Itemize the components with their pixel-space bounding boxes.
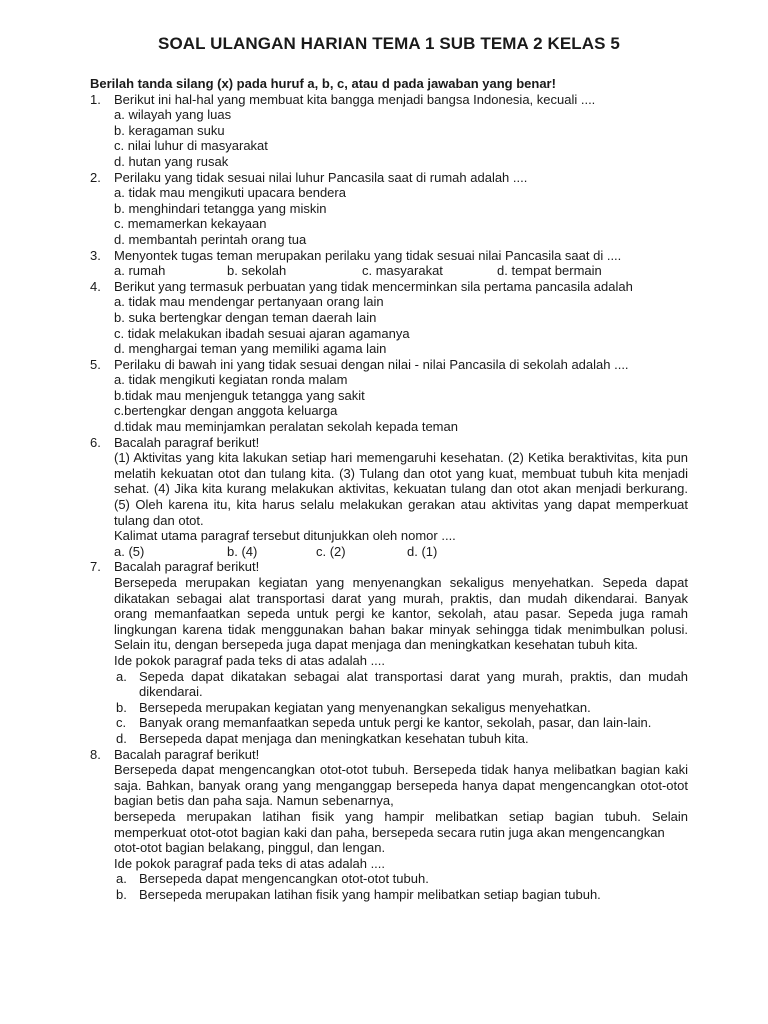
option-a: [114, 871, 688, 887]
option-a: [114, 669, 688, 700]
question-6: [90, 435, 688, 560]
option-d: d. membantah perintah orang tua: [114, 231, 307, 247]
option-b: b. menghindari tetangga yang miskin: [114, 200, 327, 216]
option-a: a. wilayah yang luas: [114, 107, 232, 123]
question-number: 6.: [90, 434, 101, 450]
question-prompt: Ide pokok paragraf pada teks di atas adalah ....: [114, 855, 386, 871]
question-7: [90, 559, 688, 746]
option-d: d. menghargai teman yang memiliki agama lain: [114, 341, 387, 357]
option-c: c. masyarakat: [362, 263, 443, 279]
option-text: Banyak orang memanfaatkan sepeda untuk pergi ke kantor, sekolah, pasar, dan lain-lain.: [139, 715, 652, 731]
question-list: [90, 92, 688, 903]
question-4: [90, 279, 688, 357]
question-text: Perilaku yang tidak sesuai nilai luhur Pancasila saat di rumah adalah ....: [114, 169, 528, 185]
reading-paragraph: Bersepeda merupakan kegiatan yang menyenangkan sekaligus menyehatkan. Sepeda dapat dikatakan sebagai alat transportasi darat yang murah, praktis, dan mudah dikendarai. Banyak orang memanfaatkan sepeda untuk pergi ke kantor, sekolah, atau pasar. Sepeda juga ramah lingkungan karena tidak menggunakan bahan bakar minyak sehingga tidak menimbulkan polusi. Selain itu, dengan bersepeda juga dapat menjaga dan meningkatkan kesehatan tubuh kita.: [114, 575, 688, 653]
reading-paragraph-part-1: Bersepeda dapat mengencangkan otot-otot tubuh. Bersepeda tidak hanya melibatkan bagian kaki saja. Bahkan, banyak orang yang menganggap bersepeda hanya dapat mengencangkan otot-otot bagian betis dan paha saja. Namun sebenarnya,: [114, 762, 688, 809]
option-d: d. tempat bermain: [497, 263, 602, 279]
option-d: d.tidak mau meminjamkan peralatan sekolah kepada teman: [114, 419, 458, 435]
question-prompt: Ide pokok paragraf pada teks di atas adalah ....: [114, 652, 386, 668]
option-d: d. (1): [407, 543, 438, 559]
option-text: Sepeda dapat dikatakan sebagai alat transportasi darat yang murah, praktis, dan mudah dikendarai.: [139, 668, 688, 700]
question-8: [90, 747, 688, 903]
option-a: a. tidak mau mengikuti upacara bendera: [114, 185, 346, 201]
question-number: 2.: [90, 169, 101, 185]
question-2: [90, 170, 688, 248]
option-a: a. tidak mengikuti kegiatan ronda malam: [114, 372, 348, 388]
instruction-text: Berilah tanda silang (x) pada huruf a, b, c, atau d pada jawaban yang benar!: [90, 76, 556, 91]
option-label: b.: [116, 886, 127, 902]
reading-paragraph-part-2: bersepeda merupakan latihan fisik yang hampir melibatkan setiap bagian tubuh. Selain memperkuat otot-otot bagian kaki dan paha, bersepeda secara rutin juga akan mengencangkan: [114, 808, 688, 840]
option-text: Bersepeda merupakan kegiatan yang menyenangkan sekaligus menyehatkan.: [139, 699, 591, 715]
option-a: a. (5): [114, 543, 145, 559]
option-c: c. tidak melakukan ibadah sesuai ajaran agamanya: [114, 325, 410, 341]
option-b: b. sekolah: [227, 263, 287, 279]
question-text: Bacalah paragraf berikut!: [114, 434, 260, 450]
question-number: 4.: [90, 278, 101, 294]
question-1: [90, 92, 688, 170]
reading-paragraph: (1) Aktivitas yang kita lakukan setiap hari memengaruhi kesehatan. (2) Ketika beraktivitas, kita pun melatih kekuatan otot dan tulang kita. (3) Tulang dan otot yang kuat, membuat tubuh kita menjadi sehat. (4) Jika kita kurang melakukan aktivitas, kekuatan tulang dan otot akan menjadi berkurang. (5) Oleh karena itu, kita harus selalu melakukan gerakan atau aktivitas yang dapat memperkuat tulang dan otot.: [114, 450, 688, 528]
option-c: c. memamerkan kekayaan: [114, 216, 267, 232]
question-number: 1.: [90, 91, 101, 107]
question-text: Menyontek tugas teman merupakan perilaku yang tidak sesuai nilai Pancasila saat di ....: [114, 247, 622, 263]
question-text: Berikut ini hal-hal yang membuat kita bangga menjadi bangsa Indonesia, kecuali ....: [114, 91, 596, 107]
question-number: 5.: [90, 356, 101, 372]
option-b: b. (4): [227, 543, 258, 559]
option-text: Bersepeda dapat menjaga dan meningkatkan kesehatan tubuh kita.: [139, 730, 529, 746]
option-b: b. keragaman suku: [114, 122, 225, 138]
question-text: Perilaku di bawah ini yang tidak sesuai dengan nilai - nilai Pancasila di sekolah adalah ....: [114, 356, 629, 372]
reading-paragraph-part-3: otot-otot bagian belakang, pinggul, dan lengan.: [114, 840, 386, 856]
option-d: d. hutan yang rusak: [114, 153, 229, 169]
question-number: 8.: [90, 746, 101, 762]
option-label: b.: [116, 699, 127, 715]
option-a: a. rumah: [114, 263, 166, 279]
option-text: Bersepeda dapat mengencangkan otot-otot tubuh.: [139, 871, 429, 887]
option-label: d.: [116, 730, 127, 746]
question-number: 7.: [90, 559, 101, 575]
question-text: Berikut yang termasuk perbuatan yang tidak mencerminkan sila pertama pancasila adalah: [114, 278, 633, 294]
question-number: 3.: [90, 247, 101, 263]
question-text: Bacalah paragraf berikut!: [114, 559, 260, 575]
option-label: a.: [116, 668, 127, 684]
option-a: a. tidak mau mendengar pertanyaan orang lain: [114, 294, 384, 310]
option-text: Bersepeda merupakan latihan fisik yang hampir melibatkan setiap bagian tubuh.: [139, 886, 601, 902]
options-row: [114, 544, 688, 560]
option-d: [114, 731, 688, 747]
option-b: [114, 700, 688, 716]
option-b: [114, 887, 688, 903]
option-c: c. nilai luhur di masyarakat: [114, 138, 268, 154]
options-row: [114, 263, 688, 279]
page-title: SOAL ULANGAN HARIAN TEMA 1 SUB TEMA 2 KELAS 5: [158, 34, 620, 53]
question-prompt: Kalimat utama paragraf tersebut ditunjukkan oleh nomor ....: [114, 528, 456, 544]
option-c: [114, 715, 688, 731]
option-label: a.: [116, 871, 127, 887]
option-b: b.tidak mau menjenguk tetangga yang sakit: [114, 387, 365, 403]
option-label: c.: [116, 715, 127, 731]
question-3: [90, 248, 688, 279]
question-5: [90, 357, 688, 435]
option-b: b. suka bertengkar dengan teman daerah lain: [114, 309, 377, 325]
option-c: c. (2): [316, 543, 346, 559]
question-text: Bacalah paragraf berikut!: [114, 746, 260, 762]
option-c: c.bertengkar dengan anggota keluarga: [114, 403, 338, 419]
